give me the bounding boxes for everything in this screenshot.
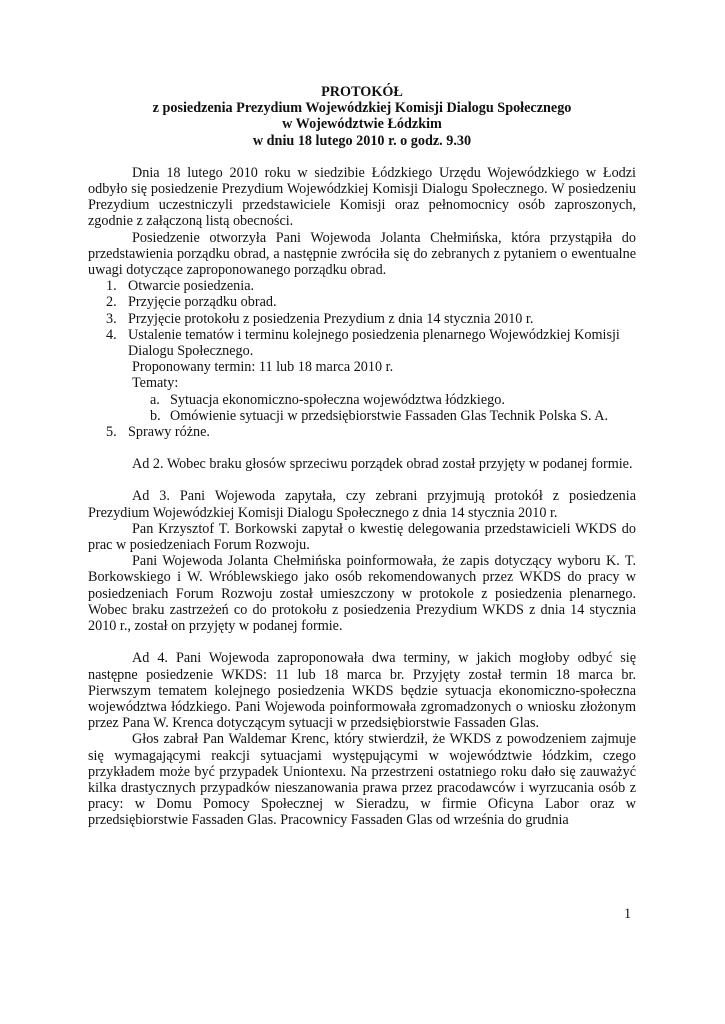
agenda-item-number: 3. xyxy=(106,310,117,327)
agenda-item xyxy=(92,424,636,440)
ad4-paragraph: Głos zabrał Pan Waldemar Krenc, który stwierdził, że WKDS z powodzeniem zajmuje się wymagającymi reakcji sytuacjami występującymi w województwie łódzkim, czego przykładem może być przypadek Uniontexu. Na przestrzeni ostatniego roku dało się zauważyć kilka drastycznych przypadków nieszanowania prawa przez pracodawców i wyrzucania osób z pracy: w Domu Pomocy Społecznej w Sieradzu, w firmie Oficyna Labor oraz w przedsiębiorstwie Fassaden Glas. Pracownicy Fassaden Glas od września do grudnia xyxy=(88,731,636,829)
document-subtitle-line3: w dniu 18 lutego 2010 r. o godz. 9.30 xyxy=(252,132,472,149)
agenda-item-text: Ustalenie tematów i terminu kolejnego posiedzenia plenarnego Wojewódzkiej Komisji Dialogu Społecznego. xyxy=(128,326,620,360)
topic-item-text: Sytuacja ekonomiczno-społeczna województwa łódzkiego. xyxy=(170,391,505,408)
topics-label: Tematy: xyxy=(132,375,179,392)
agenda-item-text: Przyjęcie protokołu z posiedzenia Prezydium z dnia 14 stycznia 2010 r. xyxy=(128,310,534,327)
agenda-item-text: Sprawy różne. xyxy=(128,424,210,441)
ad4-paragraph: Ad 4. Pani Wojewoda zaproponowała dwa terminy, w jakich mogłoby odbyć się następne posiedzenie WKDS: 11 lub 18 marca br. Przyjęty został termin 18 marca br. Pierwszym tematem kolejnego posiedzenia WKDS będzie sytuacja ekonomiczno-społeczna województwa łódzkiego. Pani Wojewoda poinformowała zgromadzonych o wniosku złożonym przez Pana W. Krenca dotyczącym sytuacji w przedsiębiorstwie Fassaden Glas. xyxy=(88,650,636,732)
agenda-item-text: Otwarcie posiedzenia. xyxy=(128,278,255,295)
topic-item xyxy=(92,392,636,408)
ad3-paragraph: Pan Krzysztof T. Borkowski zapytał o kwestię delegowania przedstawicieli WKDS do prac w posiedzeniach Forum Rozwoju. xyxy=(88,520,636,554)
ad3-paragraph: Pani Wojewoda Jolanta Chełmińska poinformowała, że zapis dotyczący wyboru K. T. Borkowskiego i W. Wróblewskiego jako osób rekomendowanych przez WKDS do pracy w posiedzeniach Forum Rozwoju został umieszczony w protokole z posiedzenia plenarnego. Wobec braku zastrzeżeń co do protokołu z posiedzenia Prezydium WKDS z dnia 14 stycznia 2010 r., został on przyjęty w podanej formie. xyxy=(88,553,636,635)
topic-item xyxy=(92,408,636,424)
agenda-item xyxy=(92,327,636,359)
agenda-list xyxy=(88,278,636,359)
agenda-item xyxy=(92,294,636,310)
agenda-item-text: Przyjęcie porządku obrad. xyxy=(128,294,277,311)
agenda-item-number: 5. xyxy=(106,424,117,441)
agenda-list-continued xyxy=(88,424,636,440)
intro-paragraph: Posiedzenie otworzyła Pani Wojewoda Jolanta Chełmińska, która przystąpiła do przedstawienia porządku obrad, a następnie zwróciła się do zebranych z pytaniem o ewentualne uwagi dotyczące zaproponowanego porządku obrad. xyxy=(88,229,636,279)
agenda-item xyxy=(92,278,636,294)
topic-item-letter: b. xyxy=(150,407,161,424)
ad3-paragraph: Ad 3. Pani Wojewoda zapytała, czy zebrani przyjmują protokół z posiedzenia Prezydium Wojewódzkiej Komisji Dialogu Społecznego z dnia 14 stycznia 2010 r. xyxy=(88,488,636,521)
document-title: PROTOKÓŁ xyxy=(321,84,403,100)
proposed-term: Proponowany termin: 11 lub 18 marca 2010 r. xyxy=(132,359,394,376)
topics-list xyxy=(88,392,636,424)
topic-item-letter: a. xyxy=(150,391,160,408)
agenda-item xyxy=(92,311,636,327)
page-number: 1 xyxy=(624,906,632,922)
document-page xyxy=(88,78,636,829)
document-subtitle-line2: w Województwie Łódzkim xyxy=(282,116,442,133)
agenda-item-number: 1. xyxy=(106,278,117,295)
document-subtitle-line1: z posiedzenia Prezydium Wojewódzkiej Komisji Dialogu Społecznego xyxy=(152,100,572,117)
agenda-item-number: 2. xyxy=(106,294,117,311)
topic-item-text: Omówienie sytuacji w przedsiębiorstwie Fassaden Glas Technik Polska S. A. xyxy=(170,407,609,424)
agenda-item-number: 4. xyxy=(106,326,117,343)
intro-paragraph: Dnia 18 lutego 2010 roku w siedzibie Łódzkiego Urzędu Wojewódzkiego w Łodzi odbyło się posiedzenie Prezydium Wojewódzkiej Komisji Dialogu Społecznego. W posiedzeniu Prezydium uczestniczyli przedstawiciele Komisji oraz pełnomocnicy osób zaproszonych, zgodnie z załączoną listą obecności. xyxy=(88,164,636,230)
ad2-paragraph: Ad 2. Wobec braku głosów sprzeciwu porządek obrad został przyjęty w podanej formie. xyxy=(132,456,633,473)
